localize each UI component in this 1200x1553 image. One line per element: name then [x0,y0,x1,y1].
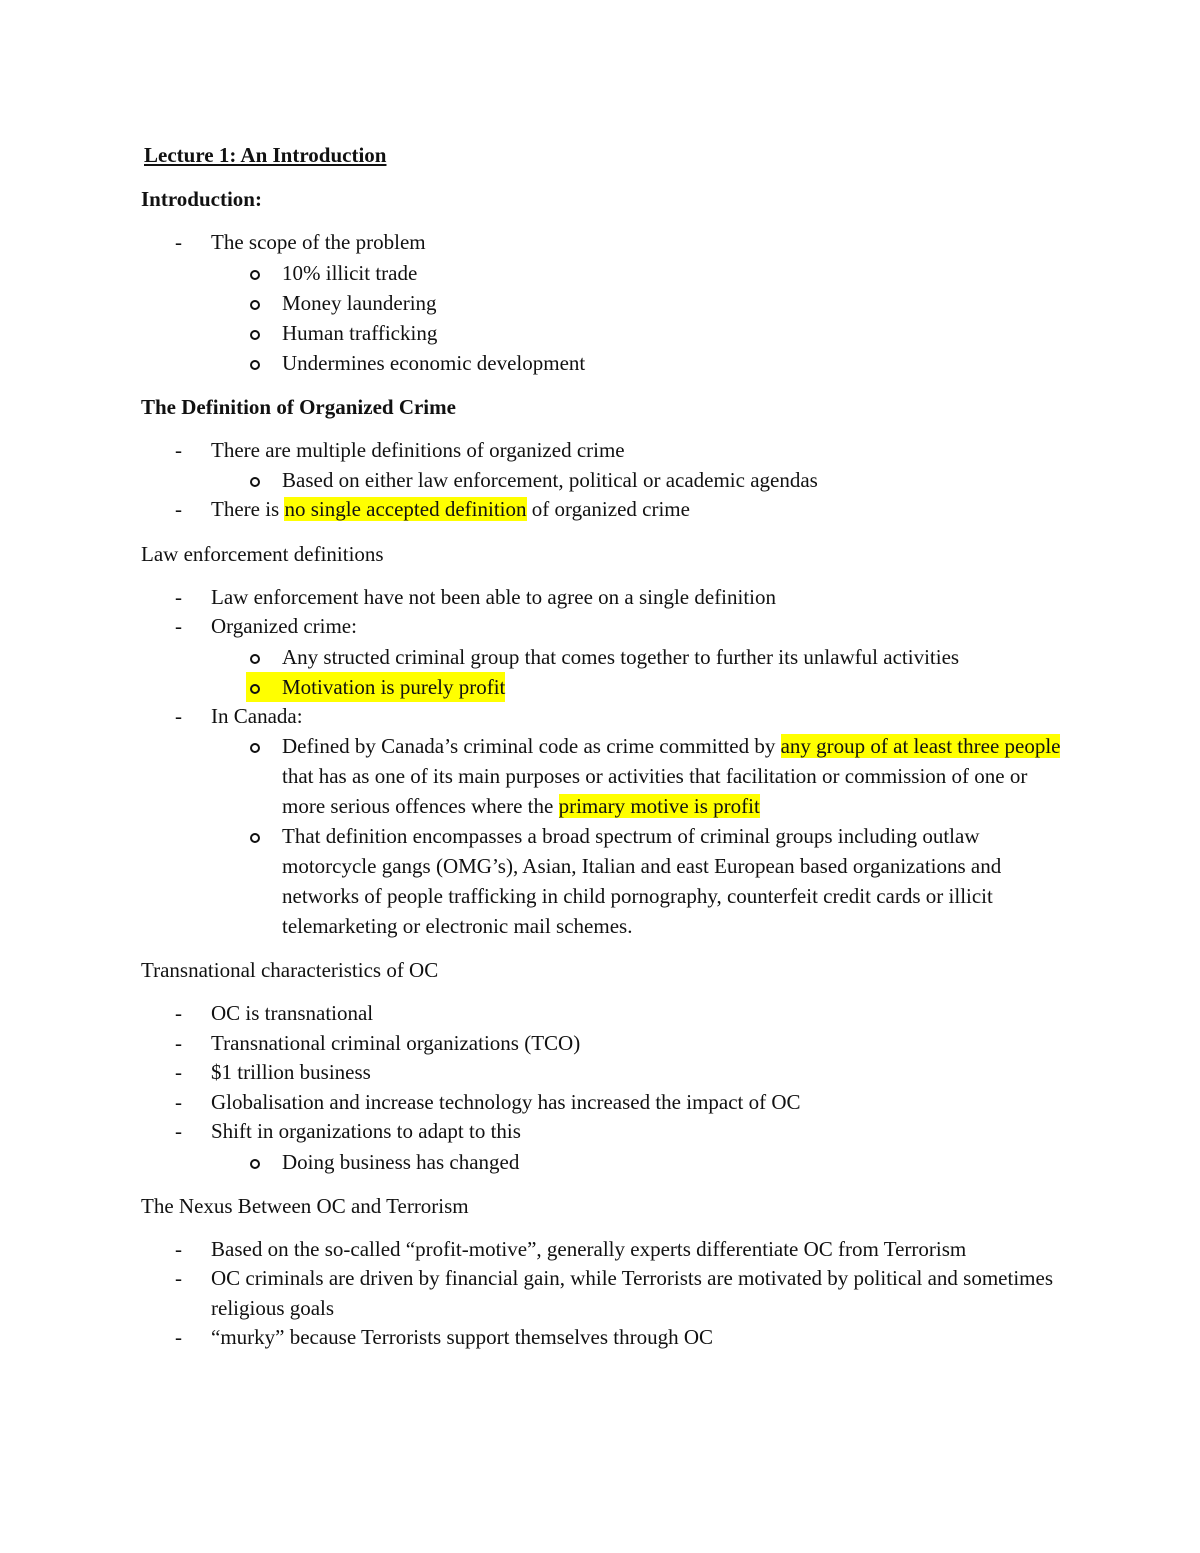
list-item-text: “murky” because Terrorists support themselves through OC [211,1325,714,1349]
sub-list [211,465,1071,495]
dash-bullet: - [175,1060,182,1084]
circle-bullet-icon [250,330,260,340]
sub-list-item: Any structed criminal group that comes together to further its unlawful activities [141,642,1071,672]
sub-list-item-highlighted: Motivation is purely profit [141,672,1071,702]
sub-list-item: Human trafficking [141,318,1071,348]
list-item [141,583,1071,613]
list-item [141,999,1071,1029]
dash-bullet: - [175,1266,182,1290]
dash-bullet: - [175,703,182,728]
list-item-text: OC criminals are driven by financial gain, while Terrorists are motivated by political and sometimes religious goals [211,1266,1053,1320]
list-item [141,1029,1071,1059]
list-item [141,228,1071,378]
sub-list-item: Based on either law enforcement, political or academic agendas [141,465,1071,495]
list-item [141,495,1071,525]
list-item [141,1323,1071,1353]
circle-bullet-icon [250,654,260,664]
sub-list-item: Defined by Canada’s criminal code as crime committed by any group of at least three people that has as one of its main purposes or activities that facilitation or commission of one or more serious offences where the primary motive is profit [141,731,1071,821]
sub-list-item: 10% illicit trade [141,258,1071,288]
list-item-text-post: of organized crime [526,497,690,521]
sub-list [211,731,1071,941]
introduction-list [141,228,1071,378]
list-item [141,612,1071,702]
list-item [141,702,1071,942]
section-heading-introduction: Introduction: [141,187,262,211]
sub-list [211,1147,1071,1177]
circle-bullet-icon [250,270,260,280]
circle-bullet-icon [250,477,260,487]
highlighted-text: any group of at least three people [780,734,1061,758]
list-item-text: Shift in organizations to adapt to this [211,1119,521,1143]
circle-bullet-icon [250,300,260,310]
document-page [141,140,1071,1367]
definition-list [141,436,1071,525]
circle-bullet-icon [250,833,260,843]
section-heading-nexus: The Nexus Between OC and Terrorism [141,1193,469,1218]
list-item-text: Based on the so-called “profit-motive”, generally experts differentiate OC from Terrorism [211,1236,967,1261]
dash-bullet: - [175,497,182,521]
list-item [141,1088,1071,1118]
list-item-text: There are multiple definitions of organized crime [211,437,625,462]
list-item-text: The scope of the problem [211,230,426,254]
highlighted-text: no single accepted definition [284,497,527,521]
list-item [141,1264,1071,1323]
sub-list-item: That definition encompasses a broad spectrum of criminal groups including outlaw motorcycle gangs (OMG’s), Asian, Italian and east European based organizations and networks of people trafficking in child pornography, counterfeit credit cards or illicit telemarketing or electronic mail schemes. [141,821,1071,941]
dash-bullet: - [175,614,182,638]
dash-bullet: - [175,437,182,462]
page-title: Lecture 1: An Introduction [144,143,387,167]
section-heading-definition: The Definition of Organized Crime [141,394,456,419]
dash-bullet: - [175,1325,182,1349]
circle-bullet-icon [250,360,260,370]
section-heading-law-enforcement: Law enforcement definitions [141,541,384,566]
dash-bullet: - [175,1001,182,1025]
dash-bullet: - [175,1236,182,1261]
circle-bullet-icon [250,1159,260,1169]
sub-list [211,258,1071,378]
list-item-text-pre: There is [211,497,285,521]
list-item [141,1235,1071,1265]
sub-list-item: Undermines economic development [141,348,1071,378]
sub-list-item: Doing business has changed [141,1147,1071,1177]
list-item-text: Globalisation and increase technology has increased the impact of OC [211,1089,801,1114]
list-item-text: $1 trillion business [211,1060,371,1084]
law-enforcement-list [141,583,1071,942]
dash-bullet: - [175,1119,182,1143]
dash-bullet: - [175,584,182,609]
list-item-text: Law enforcement have not been able to agree on a single definition [211,584,777,609]
dash-bullet: - [175,230,182,254]
nexus-list [141,1235,1071,1353]
list-item-text: In Canada: [211,703,303,728]
list-item-text: OC is transnational [211,1001,374,1025]
circle-bullet-icon [250,743,260,753]
sub-list [211,642,1071,702]
list-item-text: Transnational criminal organizations (TCO) [211,1030,581,1055]
sub-list-item: Money laundering [141,288,1071,318]
transnational-list [141,999,1071,1177]
dash-bullet: - [175,1089,182,1114]
highlighted-text: primary motive is profit [558,794,760,818]
list-item-text: Organized crime: [211,614,357,638]
list-item [141,1058,1071,1088]
list-item [141,1117,1071,1177]
section-heading-transnational: Transnational characteristics of OC [141,958,439,982]
dash-bullet: - [175,1030,182,1055]
list-item [141,436,1071,496]
